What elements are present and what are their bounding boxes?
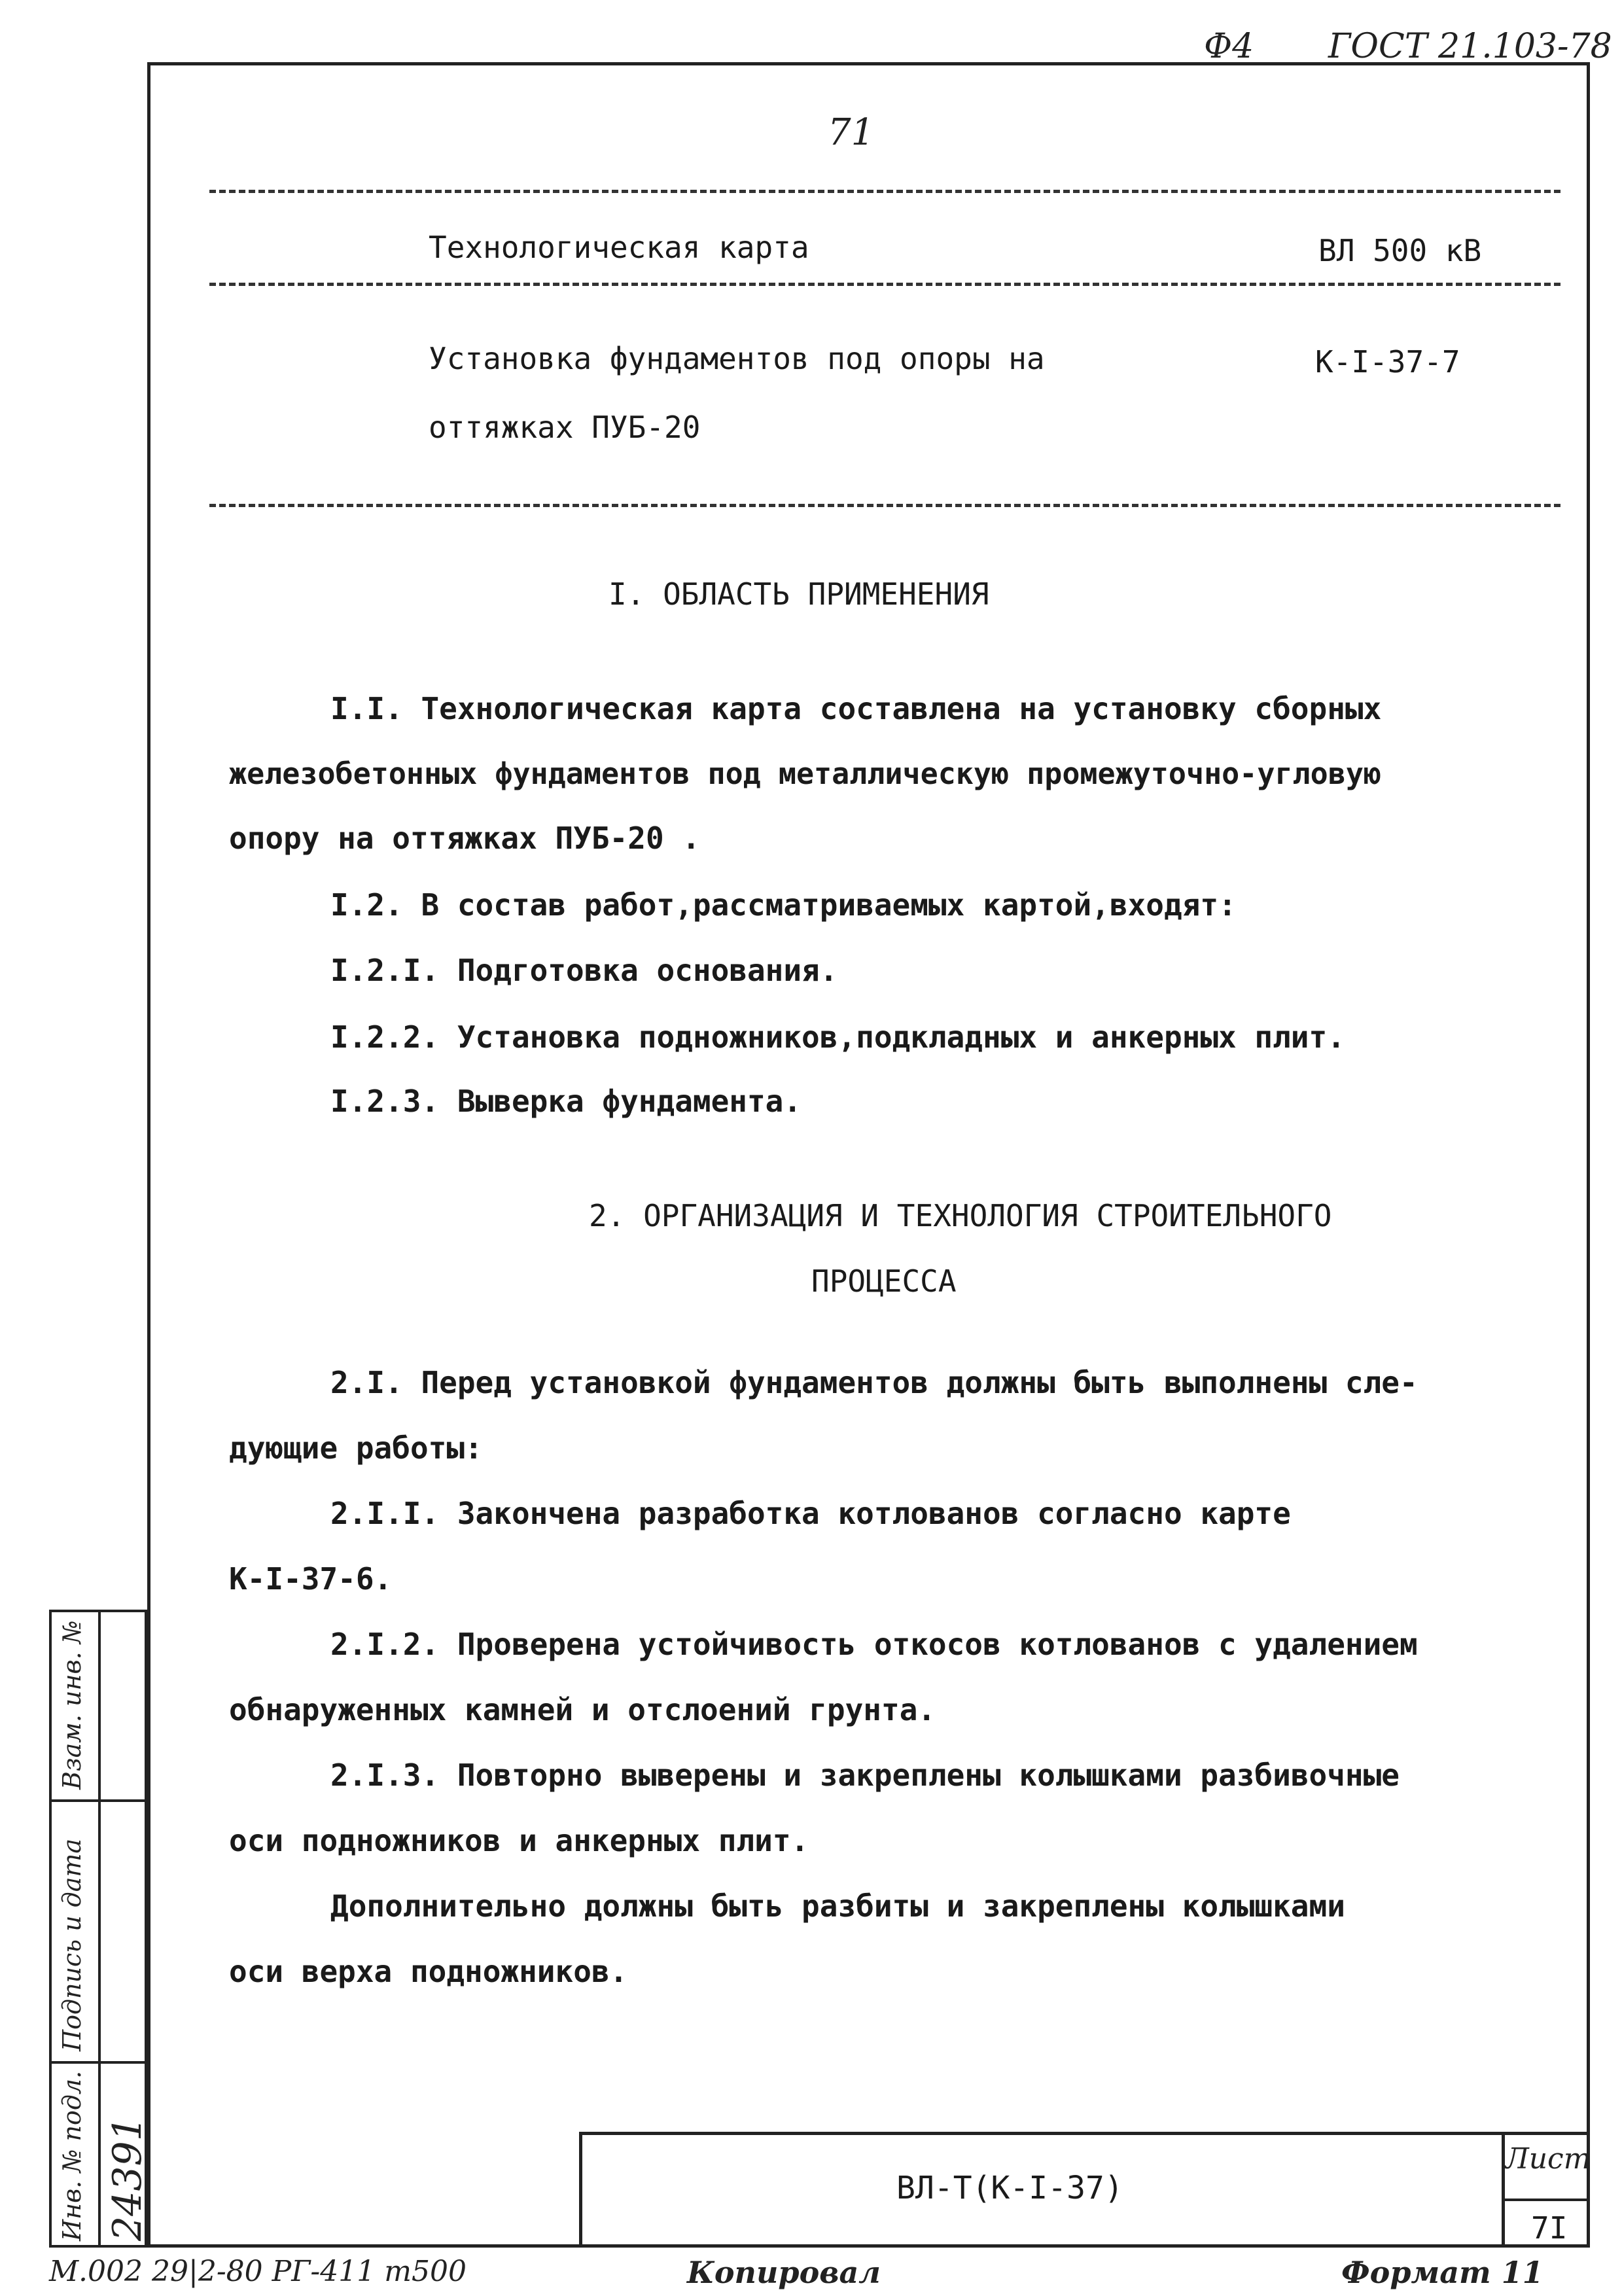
side-label-replaced-inv: Взам. инв. №	[58, 1620, 86, 1790]
page-number-top: 71	[828, 111, 875, 154]
side-inv-number: 24391	[105, 2116, 150, 2241]
footer-format: Формат 11	[1341, 2255, 1543, 2290]
section1-line: I.2. В состав работ,рассматриваемых картой,входят:	[330, 887, 1237, 923]
section2-line: Дополнительно должны быть разбиты и закреплены колышками	[330, 1888, 1345, 1924]
section2-line: обнаруженных камней и отслоений грунта.	[229, 1692, 936, 1727]
sheet-number: 7I	[1531, 2210, 1568, 2246]
footer-order-info: М.002 29|2-80 РГ-411 т500	[49, 2255, 467, 2288]
title-block-designation: ВЛ-Т(К-I-37)	[896, 2170, 1123, 2206]
doc-title-line2: оттяжках ПУБ-20	[429, 410, 701, 445]
standard-annotation: ГОСТ 21.103-78	[1328, 27, 1612, 66]
section2-line: оси подножников и анкерных плит.	[229, 1823, 809, 1858]
doc-title-line1: Установка фундаментов под опоры на	[429, 341, 1045, 376]
section2-line: 2.I.I. Закончена разработка котлованов согласно карте	[330, 1496, 1291, 1531]
footer-copied: Копировал	[687, 2255, 881, 2290]
side-label-signature-date: Подпись и дата	[58, 1838, 86, 2051]
voltage-label: ВЛ 500 кВ	[1318, 233, 1482, 268]
side-stamp-row-rule	[49, 1799, 147, 1802]
header-divider-top	[209, 190, 1560, 193]
section2-line: оси верха подножников.	[229, 1954, 628, 1989]
section2-line: 2.I.2. Проверена устойчивость откосов котлованов с удалением	[330, 1627, 1418, 1662]
section1-line: I.2.3. Выверка фундамента.	[330, 1084, 802, 1119]
section2-line: 2.I.3. Повторно выверены и закреплены колышками разбивочные	[330, 1757, 1400, 1793]
section2-heading-line1: 2. ОРГАНИЗАЦИЯ И ТЕХНОЛОГИЯ СТРОИТЕЛЬНОГО	[589, 1198, 1332, 1233]
section1-heading: I. ОБЛАСТЬ ПРИМЕНЕНИЯ	[608, 576, 989, 612]
section2-line: 2.I. Перед установкой фундаментов должны быть выполнены сле-	[330, 1365, 1418, 1400]
section2-line: К-I-37-6.	[229, 1561, 393, 1597]
header-divider-bottom	[209, 504, 1560, 507]
page-code-annotation: Ф4	[1204, 27, 1254, 66]
doc-code: К-I-37-7	[1315, 344, 1460, 380]
sheet-label: Лист	[1505, 2142, 1591, 2176]
section1-line: опору на оттяжках ПУБ-20 .	[229, 821, 701, 856]
section2-heading-line2: ПРОЦЕССА	[811, 1263, 957, 1299]
side-stamp-row-rule	[49, 2061, 147, 2064]
section1-line: I.I. Технологическая карта составлена на установку сборных	[330, 691, 1382, 726]
side-label-inv-orig: Инв. № подл.	[58, 2070, 86, 2241]
header-divider-middle	[209, 283, 1560, 286]
title-block-sheet-rule	[1502, 2199, 1590, 2201]
doc-type-label: Технологическая карта	[429, 230, 809, 265]
section1-line: I.2.2. Установка подножников,подкладных и анкерных плит.	[330, 1019, 1345, 1055]
section2-line: дующие работы:	[229, 1430, 483, 1466]
section1-line: I.2.I. Подготовка основания.	[330, 953, 838, 988]
side-stamp-divider	[98, 1610, 101, 2248]
section1-line: железобетонных фундаментов под металлическую промежуточно-угловую	[229, 756, 1381, 791]
